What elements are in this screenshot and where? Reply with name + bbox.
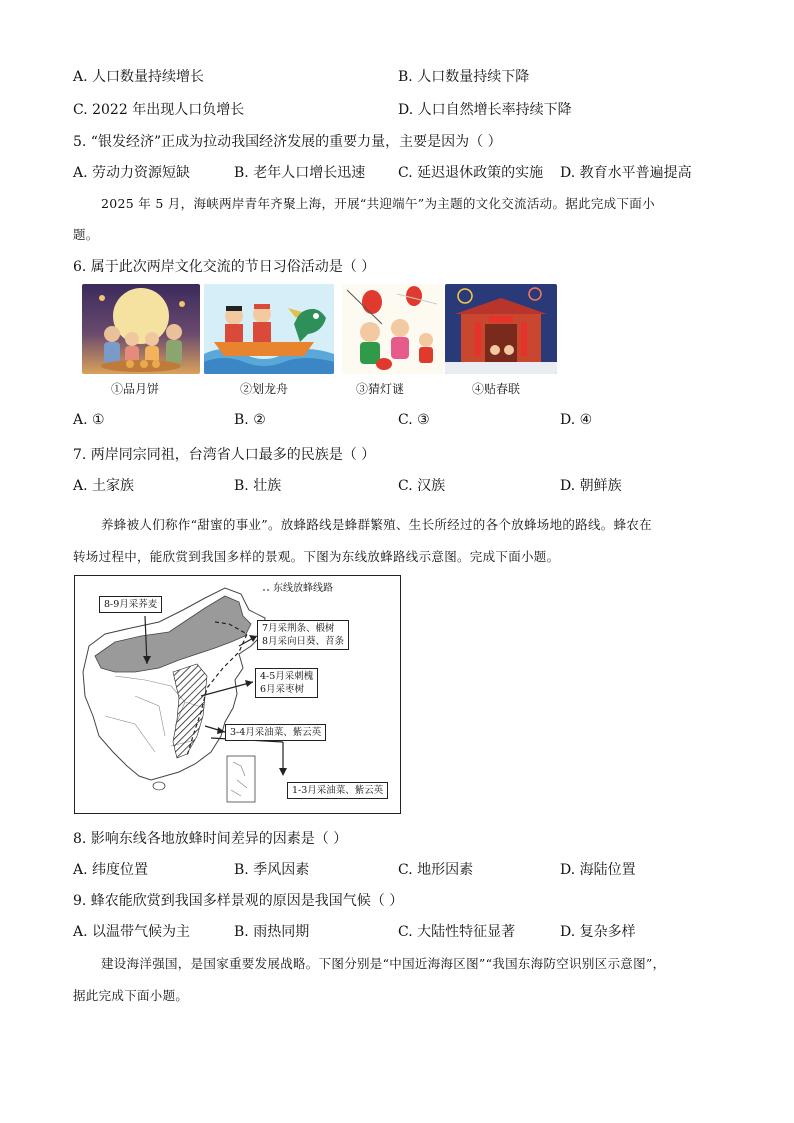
spring-couplet-picture	[445, 284, 557, 374]
q9-option-b[interactable]: B. 雨热同期	[234, 924, 310, 940]
q5-option-d[interactable]: D. 教育水平普遍提高	[560, 165, 692, 181]
dragon-boat-picture	[204, 284, 334, 374]
passage2-line2: 转场过程中，能欣赏到我国多样的景观。下图为东线放蜂路线示意图。完成下面小题。	[73, 549, 560, 564]
q5-option-c[interactable]: C. 延迟退休政策的实施	[398, 165, 544, 181]
q6-option-c[interactable]: C. ③	[398, 412, 430, 428]
mooncake-picture	[82, 284, 200, 374]
map-legend: 东线放蜂线路	[273, 583, 333, 594]
q8-option-c[interactable]: C. 地形因素	[398, 862, 474, 878]
q8-stem: 8. 影响东线各地放蜂时间差异的因素是（ ）	[73, 831, 348, 847]
caption-3: ③猜灯谜	[356, 382, 405, 396]
passage2-line1: 养蜂被人们称作“甜蜜的事业”。放蜂路线是蜂群繁殖、生长所经过的各个放蜂场地的路线。蜂农在	[101, 517, 652, 532]
passage1-line2: 题。	[73, 227, 99, 242]
caption-4: ④贴春联	[472, 382, 521, 396]
q9-option-a[interactable]: A. 以温带气候为主	[73, 924, 191, 940]
q7-option-a[interactable]: A. 土家族	[73, 478, 135, 494]
q6-option-b[interactable]: B. ②	[234, 412, 266, 428]
map-label-april-may: 4-5月采刺槐	[260, 671, 314, 682]
caption-1: ①品月饼	[111, 382, 160, 396]
q4-option-d[interactable]: D. 人口自然增长率持续下降	[398, 102, 572, 118]
q7-option-c[interactable]: C. 汉族	[398, 478, 446, 494]
q7-option-b[interactable]: B. 壮族	[234, 478, 282, 494]
lantern-riddle-picture	[342, 284, 444, 374]
q9-option-c[interactable]: C. 大陆性特征显著	[398, 924, 516, 940]
q4-option-c[interactable]: C. 2022 年出现人口负增长	[73, 102, 245, 118]
beekeeping-route-map	[74, 575, 401, 814]
q5-option-a[interactable]: A. 劳动力资源短缺	[73, 165, 191, 181]
q8-option-a[interactable]: A. 纬度位置	[73, 862, 149, 878]
q5-option-b[interactable]: B. 老年人口增长迅速	[234, 165, 366, 181]
q7-stem: 7. 两岸同宗同祖，台湾省人口最多的民族是（ ）	[73, 447, 376, 463]
map-label-buckwheat: 8-9月采荞麦	[99, 596, 162, 613]
map-label-august: 8月采向日葵、苕条	[262, 636, 345, 647]
map-label-mar-apr: 3-4月采油菜、紫云英	[225, 724, 326, 741]
q7-option-d[interactable]: D. 朝鲜族	[560, 478, 622, 494]
map-label-july: 7月采荆条、椴树	[262, 623, 335, 634]
q8-option-b[interactable]: B. 季风因素	[234, 862, 310, 878]
q8-option-d[interactable]: D. 海陆位置	[560, 862, 636, 878]
map-label-july-aug	[257, 620, 349, 650]
map-label-june: 6月采枣树	[260, 684, 305, 695]
passage1-line1: 2025 年 5 月，海峡两岸青年齐聚上海，开展“共迎端午”为主题的文化交流活动。据此完成下面小	[101, 196, 655, 211]
passage3-line2: 据此完成下面小题。	[73, 988, 189, 1003]
q4-option-a[interactable]: A. 人口数量持续增长	[73, 69, 205, 85]
q6-stem: 6. 属于此次两岸文化交流的节日习俗活动是（ ）	[73, 259, 376, 275]
q9-stem: 9. 蜂农能欣赏到我国多样景观的原因是我国气候（ ）	[73, 893, 404, 909]
passage3-line1: 建设海洋强国，是国家重要发展战略。下图分别是“中国近海海区图”“我国东海防空识别区示意图”，	[101, 956, 666, 971]
map-label-apr-jun	[255, 668, 318, 698]
map-label-jan-mar: 1-3月采油菜、紫云英	[287, 782, 388, 799]
caption-2: ②划龙舟	[240, 382, 289, 396]
q6-option-a[interactable]: A. ①	[73, 412, 105, 428]
q6-option-d[interactable]: D. ④	[560, 412, 593, 428]
q9-option-d[interactable]: D. 复杂多样	[560, 924, 636, 940]
q4-option-b[interactable]: B. 人口数量持续下降	[398, 69, 530, 85]
q5-stem: 5. “银发经济”正成为拉动我国经济发展的重要力量，主要是因为（ ）	[73, 134, 502, 150]
